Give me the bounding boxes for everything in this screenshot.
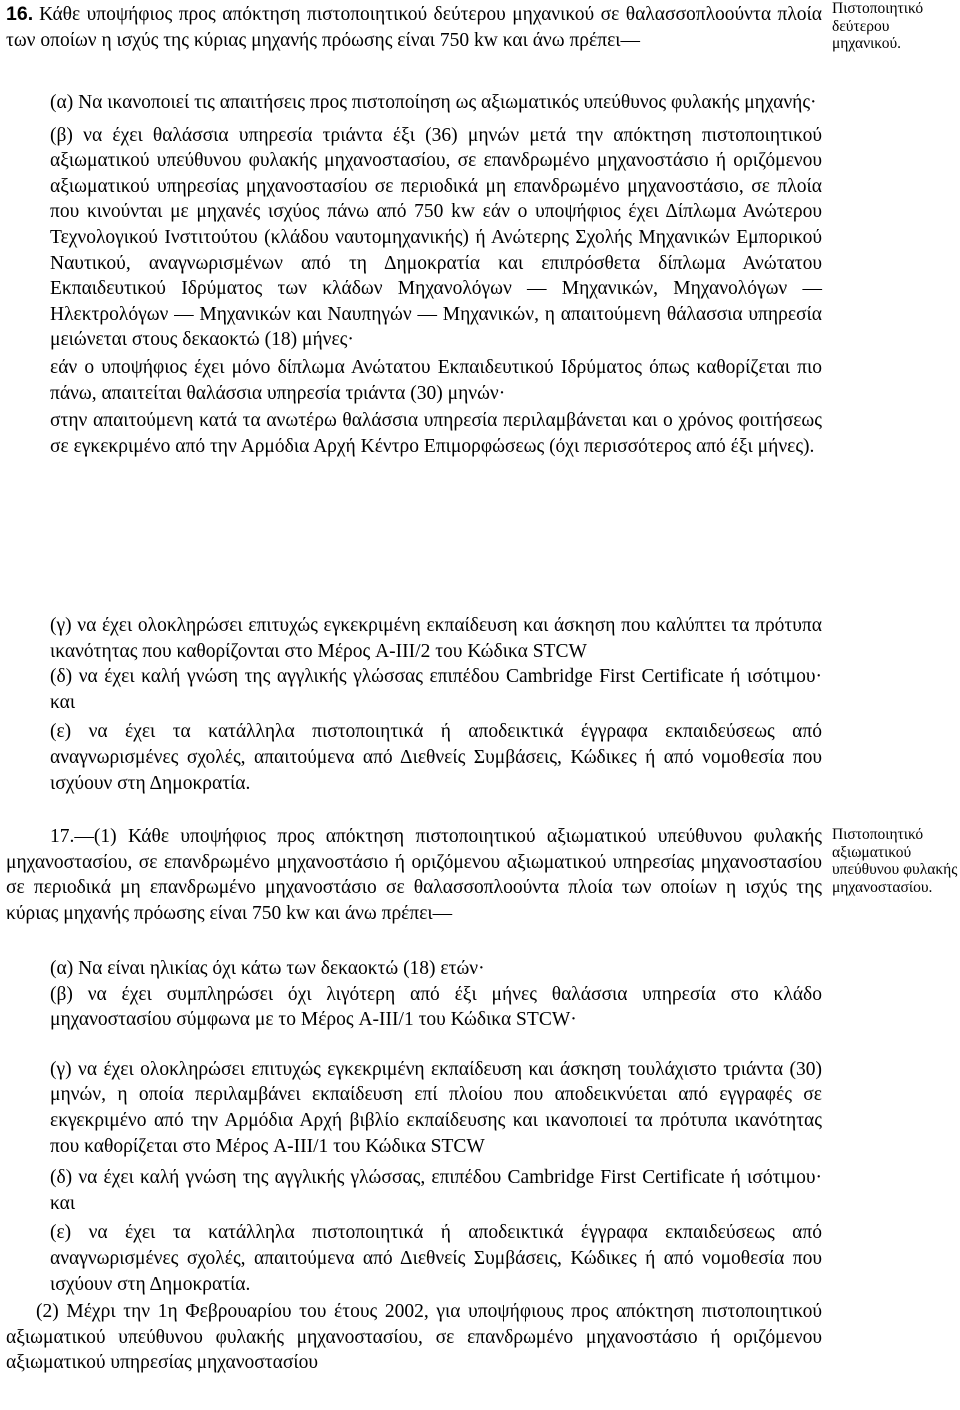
- margin-note-16: Πιστοποιητικό δεύτερου μηχανικού.: [832, 0, 924, 52]
- section-16-number: 16.: [6, 3, 34, 25]
- section-17-item-b: (β) να έχει συμπληρώσει όχι λιγότερη από έξι μήνες θαλάσσια υπηρεσία στο κλάδο μηχανοστασίου σύμφωνα με το Μέρος A-III/1 του Κώδικα STCW·: [50, 983, 822, 1031]
- section-16-items-2: [6, 613, 822, 796]
- section-17: [6, 824, 822, 926]
- section-16-item-b-proviso-2: στην απαιτούμενη κατά τα ανωτέρω θαλάσσια υπηρεσία περιλαμβάνεται και ο χρόνος φοιτήσεως σε εγκεκριμένο από την Αρμόδια Αρχή Κέντρο Επιμορφώσεως (όχι περισσότερος από έξι μήνες).: [50, 410, 822, 457]
- section-16-items: [6, 90, 822, 459]
- margin-note-17: Πιστοποιητικό αξιωματικού υπεύθυνου φυλακής μηχανοστασίου.: [832, 826, 958, 896]
- section-17-intro: [6, 824, 822, 926]
- section-17-item-c: (γ) να έχει ολοκληρώσει επιτυχώς εγκεκριμένη εκπαίδευση και άσκηση τουλάχιστο τριάντα (30) μηνών, η οποία περιλαμβάνει εκπαίδευση επί πλοίου που αποδεικνύεται από εγγραφές σε εκγεκριμένο από την Αρμόδια Αρχή βιβλίο εκπαίδευσης και ικανοποιεί τα πρότυπα ικανότητας που καθορίζεται στο Μέρος A-III/1 του Κώδικα STCW: [50, 1058, 822, 1157]
- section-17-item-a: (α) Να είναι ηλικίας όχι κάτω των δεκαοκτώ (18) ετών·: [50, 958, 485, 979]
- section-16-intro-text: Κάθε υποψήφιος προς απόκτηση πιστοποιητικού δεύτερου μηχανικού σε θαλασσοπλοούντα πλοία των οποίων η ισχύς της κύριας μηχανής πρόωσης είναι 750 kw και άνω πρέπει—: [6, 4, 822, 51]
- section-17-items: [6, 956, 822, 1376]
- section-17-paragraph-2: (2) Μέχρι την 1η Φεβρουαρίου του έτους 2002, για υποψήφιους προς απόκτηση πιστοποιητικού αξιωματικού υπεύθυνου φυλακής μηχανοστασίου, σε επανδρωμένο μηχανοστάσιο ή οριζόμενου αξιωματικού υπηρεσίας μηχανοστασίου: [6, 1301, 822, 1374]
- section-17-intro-text: —(1) Κάθε υποψήφιος προς απόκτηση πιστοποιητικού αξιωματικού υπεύθυνου φυλακής μηχανοστασίου, σε επανδρωμένο μηχανοστάσιο ή οριζόμενου αξιωματικού υπηρεσίας μηχανοστασίου σε περιοδικά μη επανδρωμένο μηχανοστάσιο σε θαλασσοπλοούντα πλοία των οποίων η ισχύς της κύριας μηχανής πρόωσης είναι 750 kw και άνω πρέπει—: [6, 826, 822, 924]
- section-16: [6, 2, 822, 53]
- section-16-item-b: (β) να έχει θαλάσσια υπηρεσία τριάντα έξι (36) μηνών μετά την απόκτηση πιστοποιητικού αξιωματικού υπεύθυνου φυλακής μηχανοστασίου, σε επανδρωμένο μηχανοστάσιο ή οριζόμενου αξιωματικού υπηρεσίας μηχανοστασίου σε περιοδικά μη επανδρωμένο μηχανοστάσιο, σε πλοία που κινούνται με μηχανές ισχύος πάνω από 750 kw εάν ο υποψήφιος έχει Δίπλωμα Ανώτερου Τεχνολογικού Ινστιτούτου (κλάδου ναυτομηχανικής) ή Ανώτερης Σχολής Μηχανικών Εμπορικού Ναυτικού, αναγνωρισμένων από τη Δημοκρατία και επιπρόσθετα δίπλωμα Ανώτατου Εκπαιδευτικού Ιδρύματος των κλάδων Μηχανολόγων — Μηχανικών, Μηχανολόγων — Ηλεκτρολόγων — Μηχανικών και Ναυπηγών — Μηχανικών, η απαιτούμενη θάλασσια υπηρεσία μειώνεται στους δεκαοκτώ (18) μήνες·: [50, 124, 822, 351]
- section-17-item-e: (ε) να έχει τα κατάλληλα πιστοποιητικά ή αποδεικτικά έγγραφα εκπαιδεύσεως από αναγνωρισμένες σχολές, απαιτούμενα από Διεθνείς Συμβάσεις, Κώδικες ή από νομοθεσία που ισχύουν στη Δημοκρατία.: [50, 1222, 822, 1295]
- section-17-item-d: (δ) να έχει καλή γνώση της αγγλικής γλώσσας, επιπέδου Cambridge First Certificate ή ισότιμου· και: [50, 1167, 822, 1214]
- section-17-number: 17.: [50, 826, 75, 847]
- section-16-item-e: (ε) να έχει τα κατάλληλα πιστοποιητικά ή αποδεικτικά έγγραφα εκπαιδεύσεως από αναγνωρισμένες σχολές, απαιτούμενα από Διεθνείς Συμβάσεις, Κώδικες ή από νομοθεσία που ισχύουν στη Δημοκρατία.: [50, 721, 822, 794]
- section-16-item-a: (α) Να ικανοποιεί τις απαιτήσεις προς πιστοποίηση ως αξιωματικός υπεύθυνος φυλακής μηχανής·: [50, 92, 817, 113]
- section-16-item-c: (γ) να έχει ολοκληρώσει επιτυχώς εγκεκριμένη εκπαίδευση και άσκηση που καλύπτει τα πρότυπα ικανότητας που καθορίζονται στο Μέρος A-III/2 του Κώδικα STCW: [50, 615, 822, 662]
- section-16-intro: [6, 2, 822, 53]
- section-16-item-d: (δ) να έχει καλή γνώση της αγγλικής γλώσσας επιπέδου Cambridge First Certificate ή ισότιμου· και: [50, 666, 822, 713]
- section-16-item-b-proviso-1: εάν ο υποψήφιος έχει μόνο δίπλωμα Ανώτατου Εκπαιδευτικού Ιδρύματος όπως καθορίζεται πιο πάνω, απαιτείται θαλάσσια υπηρεσία τριάντα (30) μηνών·: [50, 356, 822, 404]
